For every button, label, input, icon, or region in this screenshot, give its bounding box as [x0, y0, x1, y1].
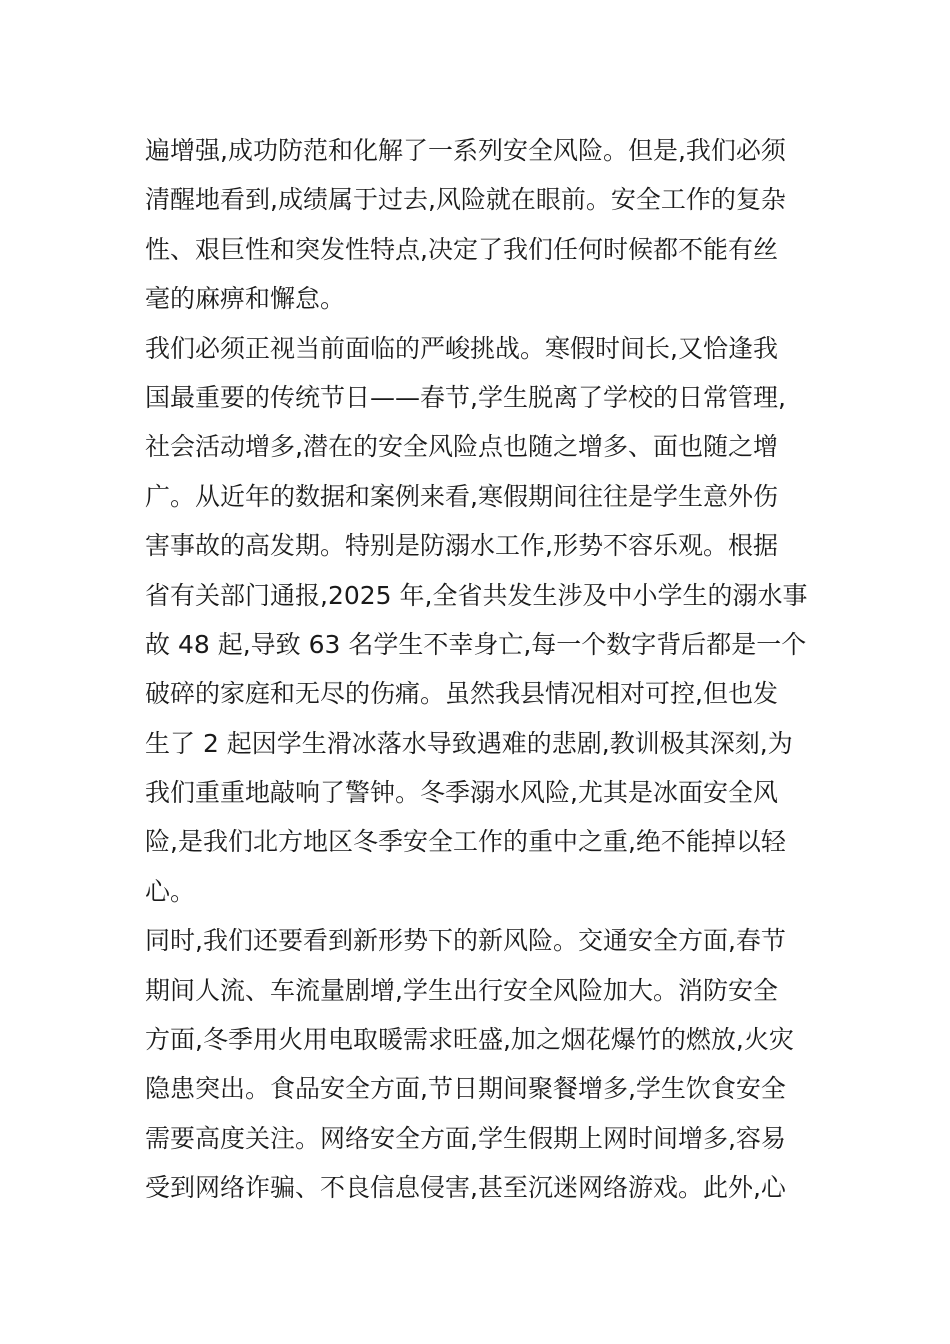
- text-line: 遍增强,成功防范和化解了一系列安全风险。但是,我们必须: [145, 136, 786, 165]
- text-line: 毫的麻痹和懈怠。: [145, 284, 346, 314]
- document-body: [145, 126, 810, 1213]
- text-line: 性、艰巨性和突发性特点,决定了我们任何时候都不能有丝: [145, 234, 778, 264]
- text-line: 期间人流、车流量剧增,学生出行安全风险加大。消防安全: [145, 975, 778, 1005]
- text-line: 故 48 起,导致 63 名学生不幸身亡,每一个数字背后都是一个: [145, 629, 807, 659]
- text-line: 受到网络诈骗、不良信息侵害,甚至沉迷网络游戏。此外,心: [145, 1173, 786, 1203]
- text-line: 同时,我们还要看到新形势下的新风险。交通安全方面,春节: [145, 926, 786, 956]
- text-line: 我们必须正视当前面临的严峻挑战。寒假时间长,又恰逢我: [145, 333, 778, 363]
- text-line: 生了 2 起因学生滑冰落水导致遇难的悲剧,教训极其深刻,为: [145, 728, 793, 758]
- text-line: 我们重重地敲响了警钟。冬季溺水风险,尤其是冰面安全风: [145, 778, 778, 808]
- text-line: 清醒地看到,成绩属于过去,风险就在眼前。安全工作的复杂: [145, 185, 786, 215]
- text-line: 隐患突出。食品安全方面,节日期间聚餐增多,学生饮食安全: [145, 1074, 786, 1104]
- text-line: 需要高度关注。网络安全方面,学生假期上网时间增多,容易: [145, 1123, 786, 1153]
- text-line: 广。从近年的数据和案例来看,寒假期间往往是学生意外伤: [145, 481, 778, 511]
- text-line: 心。: [145, 876, 196, 906]
- text-line: 方面,冬季用火用电取暖需求旺盛,加之烟花爆竹的燃放,火灾: [145, 1025, 794, 1055]
- text-line: 险,是我们北方地区冬季安全工作的重中之重,绝不能掉以轻: [145, 827, 786, 857]
- text-line: 省有关部门通报,2025 年,全省共发生涉及中小学生的溺水事: [145, 580, 808, 610]
- text-line: 国最重要的传统节日——春节,学生脱离了学校的日常管理,: [145, 382, 786, 412]
- text-line: 害事故的高发期。特别是防溺水工作,形势不容乐观。根据: [145, 531, 778, 561]
- text-line: 破碎的家庭和无尽的伤痛。虽然我县情况相对可控,但也发: [145, 679, 778, 709]
- text-line: 社会活动增多,潜在的安全风险点也随之增多、面也随之增: [145, 432, 778, 462]
